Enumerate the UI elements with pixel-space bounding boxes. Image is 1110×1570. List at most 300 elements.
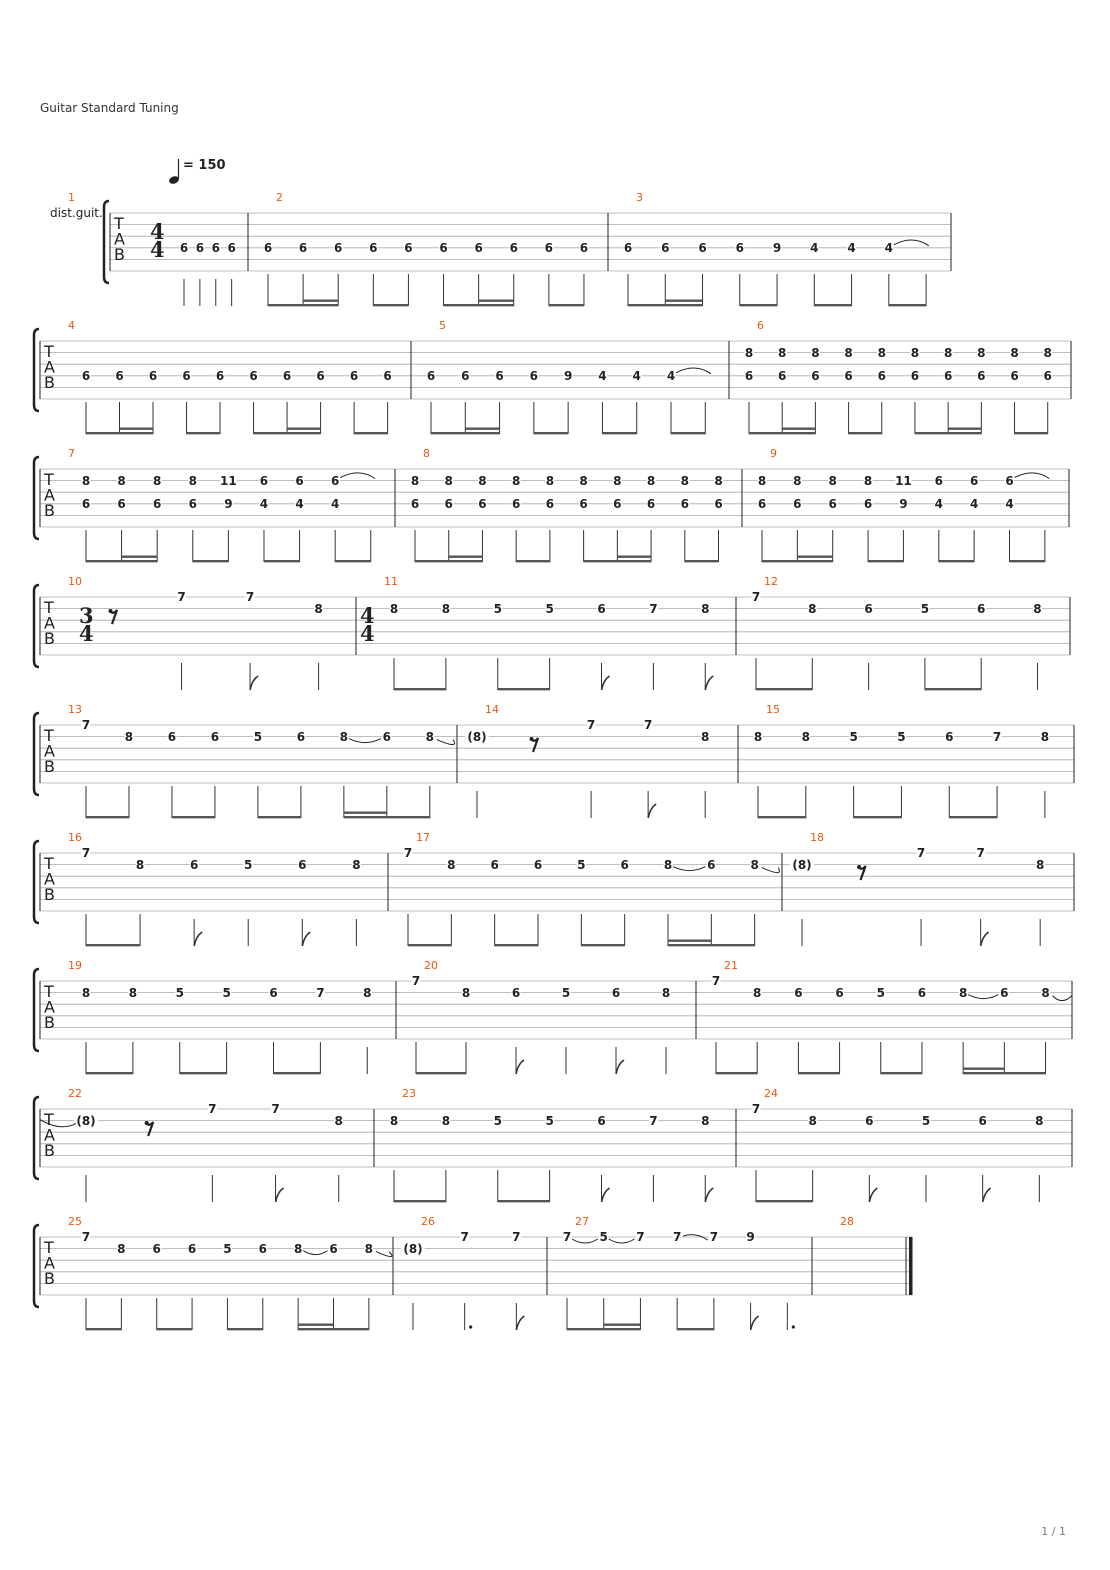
beat	[389, 602, 398, 690]
fret-number: 6	[383, 369, 392, 383]
tab-clef-letter: A	[44, 357, 55, 377]
fret-number: (8)	[403, 1241, 423, 1256]
beat	[661, 986, 670, 1074]
beam	[268, 304, 338, 306]
fret-number: 5	[599, 1230, 608, 1245]
fret-number: 7	[403, 846, 413, 861]
beam	[671, 432, 705, 434]
tab-system	[34, 959, 1072, 1074]
fret-number: 6	[545, 497, 555, 511]
beam	[668, 944, 755, 946]
beat	[579, 474, 588, 562]
beat	[910, 346, 919, 434]
beat	[117, 1242, 126, 1330]
fret-number: 6	[579, 241, 589, 255]
fret-number: 8	[293, 1241, 303, 1256]
beam	[814, 304, 851, 306]
fret-number: 5	[545, 601, 554, 616]
fret-number: 6	[793, 497, 802, 511]
fret-number: 4	[969, 497, 979, 511]
beat	[220, 474, 237, 562]
fret-number: 6	[269, 985, 278, 1000]
beat	[753, 986, 762, 1074]
time-signature-top: 3	[79, 603, 94, 628]
fret-number: 8	[352, 857, 361, 872]
fret-number: 6	[511, 497, 521, 511]
fret-number: 6	[661, 241, 670, 255]
eighth-flag-icon	[276, 1188, 284, 1202]
beat	[920, 602, 929, 690]
fret-number: 7	[81, 846, 91, 861]
fret-number: 4	[330, 497, 340, 511]
fret-number: 6	[298, 241, 308, 255]
fret-number: 8	[977, 345, 986, 360]
fret-number: 6	[81, 369, 91, 383]
beat	[152, 1242, 161, 1330]
measure-25	[68, 1215, 393, 1330]
beat	[153, 474, 162, 562]
beat	[959, 986, 968, 1074]
fret-number: 5	[561, 985, 571, 1000]
measure-18	[790, 831, 1074, 946]
measure-2	[263, 191, 608, 306]
beam	[394, 1200, 446, 1202]
beat	[808, 602, 817, 690]
beat	[352, 858, 361, 946]
fret-number: 7	[81, 718, 91, 733]
fret-number: 4	[259, 497, 269, 511]
beat	[709, 1230, 718, 1330]
eighth-flag-icon	[250, 676, 258, 690]
tie-arc	[437, 740, 455, 745]
beam	[172, 816, 215, 818]
fret-number: 5	[493, 1113, 502, 1128]
fret-number: 4	[1005, 497, 1014, 511]
system-bracket	[34, 585, 39, 667]
fret-number: 8	[441, 601, 451, 616]
fret-number: 6	[152, 1241, 161, 1256]
measure-13	[68, 703, 457, 818]
measure-27	[562, 1215, 812, 1330]
fret-number: 6	[1043, 369, 1052, 383]
beam	[889, 304, 926, 306]
fret-number: 6	[167, 729, 177, 744]
beat	[673, 1230, 682, 1330]
fret-number: 7	[512, 1230, 521, 1245]
fret-number: 6	[877, 369, 886, 383]
beat	[810, 241, 819, 306]
tab-clef-letter: B	[44, 1013, 55, 1032]
measure-17	[403, 831, 782, 946]
fret-number: 5	[876, 985, 885, 1000]
fret-number: 5	[222, 985, 231, 1000]
fret-number: 8	[188, 473, 197, 488]
fret-number: 7	[411, 974, 421, 989]
beat	[461, 986, 470, 1074]
beat	[707, 858, 716, 946]
eighth-rest-dot	[530, 737, 534, 741]
beat	[877, 346, 886, 434]
tab-clef-letter: B	[44, 629, 55, 648]
system-bracket	[34, 329, 39, 411]
beat	[493, 602, 502, 690]
tempo-marking	[168, 158, 225, 185]
fret-number: 8	[958, 985, 968, 1000]
tab-clef-letter: T	[44, 342, 54, 361]
measure-11	[360, 575, 736, 690]
beat	[447, 858, 456, 946]
beam	[394, 688, 446, 690]
fret-number: 8	[117, 1241, 126, 1256]
fret-number: 6	[977, 369, 986, 383]
beam	[444, 304, 514, 306]
fret-number: 4	[847, 241, 856, 255]
beat	[835, 986, 844, 1074]
fret-number: 8	[334, 1113, 343, 1128]
fret-number: 8	[661, 985, 671, 1000]
fret-number: 8	[339, 729, 349, 744]
measure-number: 26	[421, 1215, 435, 1228]
tab-clef-letter: T	[44, 470, 54, 489]
beam	[258, 816, 301, 818]
fret-number: 7	[976, 846, 985, 861]
beat	[81, 718, 90, 818]
beat	[426, 369, 435, 434]
beam	[157, 1328, 192, 1330]
beat	[74, 1114, 98, 1202]
eighth-flag-icon	[602, 676, 610, 690]
fret-number: 6	[945, 729, 954, 744]
fret-number: 6	[835, 985, 844, 1000]
tab-clef-letter: B	[114, 245, 125, 264]
dot-icon	[792, 1325, 795, 1328]
beam	[86, 944, 140, 946]
beat	[857, 865, 866, 880]
fret-number: 7	[562, 1230, 572, 1245]
beat	[811, 346, 820, 434]
fret-number: 8	[441, 1113, 451, 1128]
fret-number: 6	[258, 1241, 267, 1256]
beat	[439, 241, 448, 306]
measure-number: 7	[68, 447, 75, 460]
beat	[921, 1114, 930, 1202]
measure-3	[623, 191, 951, 306]
beat	[530, 737, 539, 752]
fret-number: 5	[545, 1113, 554, 1128]
beat	[865, 1114, 878, 1202]
beam-sixteenth	[665, 300, 702, 302]
measure-number: 5	[439, 319, 446, 332]
beam	[758, 816, 806, 818]
beam	[193, 560, 229, 562]
page-number: 1 / 1	[1041, 1525, 1066, 1538]
eighth-flag-icon	[705, 676, 713, 690]
beam	[408, 944, 451, 946]
fret-number: 6	[474, 241, 483, 255]
beat	[349, 369, 358, 434]
tab-system	[34, 575, 1070, 690]
fret-number: 7	[992, 729, 1002, 744]
tab-clef-letter: T	[44, 982, 54, 1001]
beam	[949, 816, 997, 818]
measure-number: 11	[384, 575, 398, 588]
measure-number: 20	[424, 959, 438, 972]
fret-number: 8	[128, 985, 138, 1000]
beam	[868, 560, 903, 562]
beat	[179, 241, 188, 306]
fret-number: 6	[263, 241, 273, 255]
beam-sixteenth	[604, 1324, 641, 1326]
fret-number: 8	[124, 729, 134, 744]
measure-number: 14	[485, 703, 499, 716]
beat	[1033, 602, 1042, 690]
measure-number: 19	[68, 959, 82, 972]
beat	[944, 346, 953, 434]
beam	[180, 1072, 227, 1074]
beat	[512, 474, 521, 562]
fret-number: 6	[611, 985, 621, 1000]
eighth-flag-icon	[705, 1188, 713, 1202]
fret-number: 6	[410, 497, 420, 511]
measure-number: 24	[764, 1087, 778, 1100]
beam	[740, 304, 777, 306]
beam	[86, 816, 129, 818]
fret-number: 5	[493, 601, 502, 616]
beat	[411, 974, 420, 1074]
fret-number: 8	[753, 985, 762, 1000]
fret-number: 6	[735, 241, 744, 255]
beat	[545, 602, 554, 690]
measure-number: 23	[402, 1087, 416, 1100]
beat	[945, 730, 954, 818]
beam	[1010, 560, 1045, 562]
beat	[680, 474, 689, 562]
fret-number: 5	[921, 1113, 931, 1128]
measure-14	[465, 703, 738, 818]
fret-number: 6	[1010, 369, 1019, 383]
beam	[498, 688, 550, 690]
beat	[253, 730, 262, 818]
tie-arc	[303, 1251, 327, 1255]
fret-number: 7	[672, 1230, 682, 1245]
tab-system	[34, 1087, 1072, 1202]
beat	[81, 474, 90, 562]
beat	[81, 369, 90, 434]
fret-number: 6	[917, 985, 927, 1000]
beam	[881, 1072, 922, 1074]
beat	[750, 858, 759, 946]
beat	[564, 369, 573, 434]
tab-clef-letter: T	[44, 726, 54, 745]
beat	[863, 474, 872, 562]
beam-sixteenth	[344, 812, 387, 814]
fret-number: 8	[1036, 857, 1045, 872]
beat	[299, 241, 308, 306]
fret-number: 7	[711, 974, 721, 989]
beat	[425, 730, 434, 818]
fret-number: 7	[751, 1102, 761, 1117]
fret-number: 11	[220, 473, 237, 488]
fret-number: 6	[864, 601, 873, 616]
beat	[404, 241, 413, 306]
fret-number: 6	[490, 857, 499, 872]
beat	[383, 369, 392, 434]
tie-arc	[894, 240, 929, 246]
fret-number: 8	[579, 473, 588, 488]
measure-number: 2	[276, 191, 283, 204]
beat	[646, 474, 655, 562]
fret-number: 8	[81, 985, 91, 1000]
fret-number: 6	[349, 369, 359, 383]
time-signature-top: 4	[360, 603, 375, 628]
fret-number: 8	[793, 473, 802, 488]
beat	[751, 590, 760, 690]
fret-number: 7	[751, 590, 761, 605]
beat	[382, 730, 391, 818]
beat	[444, 474, 453, 562]
eighth-rest-dot	[109, 609, 113, 613]
beam-sixteenth	[782, 428, 815, 430]
beat	[316, 986, 325, 1074]
fret-number: 8	[701, 729, 710, 744]
measure-number: 22	[68, 1087, 82, 1100]
tab-system	[34, 703, 1074, 818]
fret-number: 11	[895, 473, 912, 488]
beat	[145, 1121, 154, 1136]
beat	[109, 609, 118, 624]
beat	[636, 1230, 645, 1330]
system-bracket	[104, 201, 109, 283]
beam-sixteenth	[617, 556, 651, 558]
tie-arc	[1015, 473, 1050, 479]
beat	[182, 369, 191, 434]
fret-number: 6	[529, 369, 539, 383]
beat	[793, 474, 802, 562]
fret-number: 6	[81, 497, 91, 511]
measure-number: 16	[68, 831, 82, 844]
beat	[801, 730, 810, 818]
beam	[567, 1328, 640, 1330]
beat	[562, 1230, 571, 1330]
beat	[701, 1114, 714, 1202]
measure-number: 3	[636, 191, 643, 204]
fret-number: 8	[1043, 345, 1052, 360]
beam	[264, 560, 300, 562]
fret-number: 6	[211, 241, 220, 255]
beat	[269, 986, 278, 1074]
beam-sixteenth	[303, 300, 338, 302]
beat	[529, 369, 538, 434]
fret-number: 8	[81, 473, 91, 488]
fret-number: 7	[316, 985, 325, 1000]
beam	[298, 1328, 369, 1330]
fret-number: 6	[187, 1241, 197, 1256]
beam	[516, 560, 550, 562]
beat	[577, 858, 586, 946]
beat	[249, 369, 258, 434]
beat	[897, 730, 906, 818]
tab-system	[34, 319, 1071, 434]
beam-sixteenth	[797, 556, 832, 558]
measure-26	[401, 1215, 547, 1330]
fret-number: 6	[934, 473, 943, 488]
fret-number: 6	[778, 369, 787, 383]
eighth-flag-icon	[648, 804, 656, 818]
fret-number: 8	[117, 473, 126, 488]
system-bracket	[34, 713, 39, 795]
fret-number: 6	[844, 369, 853, 383]
beat	[258, 1242, 267, 1330]
fret-number: 7	[81, 1230, 91, 1245]
fret-number: 6	[334, 241, 343, 255]
tie-arc	[609, 1239, 635, 1243]
fret-number: 8	[613, 473, 622, 488]
beat	[978, 1114, 991, 1202]
beam	[415, 560, 482, 562]
fret-number: 6	[533, 857, 543, 872]
beat	[663, 858, 672, 946]
fret-number: 8	[701, 1113, 710, 1128]
fret-number: 4	[295, 497, 304, 511]
beat	[401, 1242, 425, 1330]
beam	[915, 432, 981, 434]
tie-arc	[340, 473, 375, 479]
beam	[1015, 432, 1048, 434]
beam-sixteenth	[465, 428, 499, 430]
tab-clef-letter: A	[44, 485, 55, 505]
fret-number: 6	[259, 473, 269, 488]
fret-number: 6	[329, 1241, 338, 1256]
beam	[86, 1328, 121, 1330]
beat	[124, 730, 133, 818]
beat	[992, 730, 1001, 818]
fret-number: 6	[544, 241, 554, 255]
fret-number: 7	[586, 718, 596, 733]
beat	[128, 986, 137, 1074]
beam	[495, 944, 538, 946]
fret-number: 8	[646, 473, 656, 488]
beat	[611, 986, 624, 1074]
beat	[714, 474, 723, 562]
beat	[976, 846, 989, 946]
beat	[493, 1114, 502, 1202]
tab-clef-letter: A	[44, 997, 55, 1017]
fret-number: 6	[613, 497, 622, 511]
fret-number: 8	[511, 473, 521, 488]
fret-number: 9	[224, 497, 233, 511]
fret-number: 6	[828, 497, 837, 511]
fret-number: 7	[916, 846, 926, 861]
fret-number: 6	[188, 497, 197, 511]
beam	[749, 432, 815, 434]
beat	[195, 241, 204, 306]
fret-number: (8)	[467, 729, 487, 744]
fret-number: 4	[598, 369, 607, 383]
beat	[294, 1242, 303, 1330]
fret-number: 6	[1005, 473, 1014, 488]
fret-number: 8	[410, 473, 420, 488]
beat	[649, 1114, 658, 1202]
beat	[746, 1230, 759, 1330]
fret-number: 6	[744, 369, 754, 383]
beat	[644, 718, 657, 818]
beam	[602, 432, 636, 434]
beat	[744, 346, 753, 434]
beam	[849, 432, 882, 434]
beat	[666, 369, 675, 434]
tab-clef-letter: B	[44, 757, 55, 776]
beat	[864, 602, 873, 690]
